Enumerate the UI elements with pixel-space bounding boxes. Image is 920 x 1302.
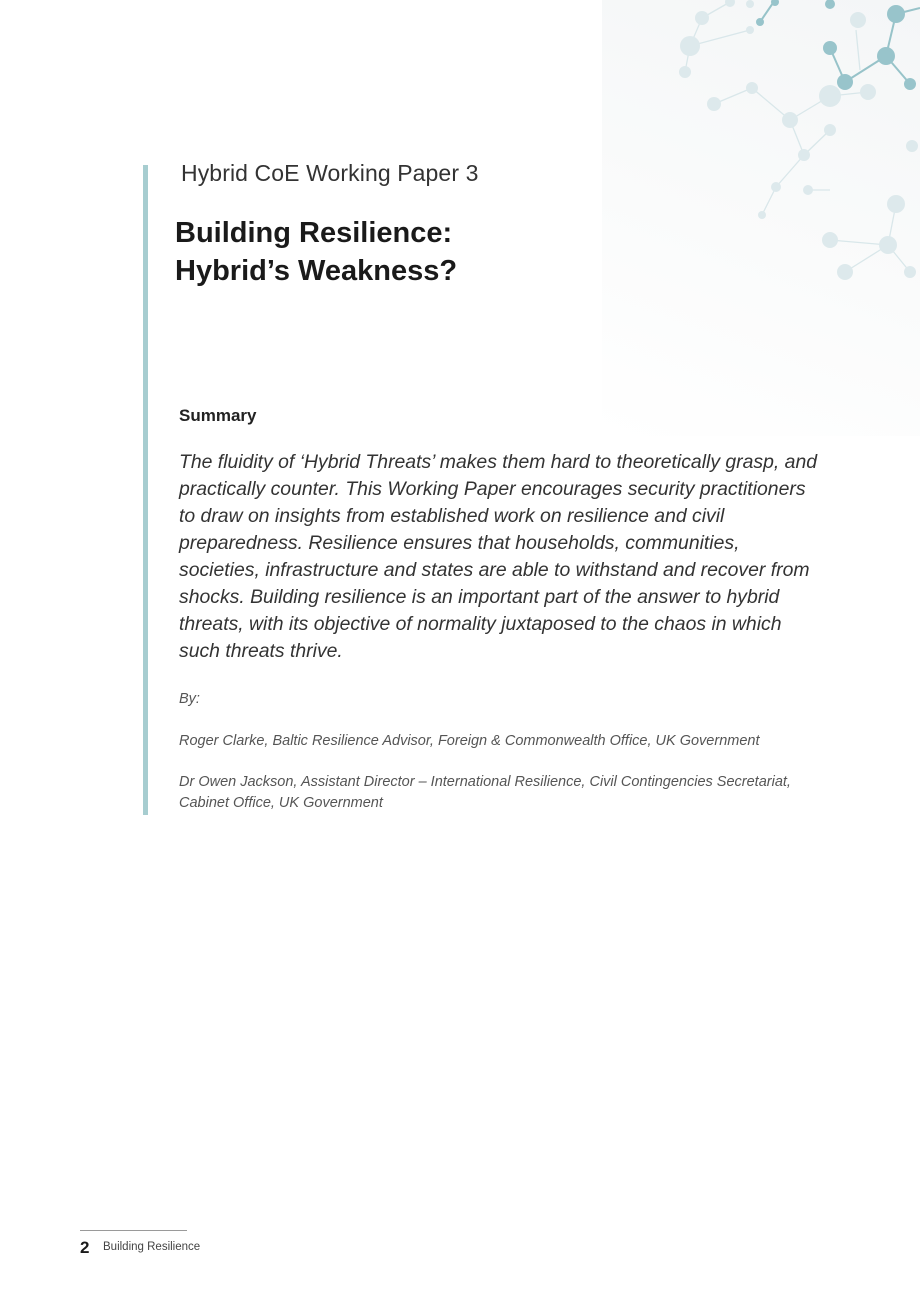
- molecule-network-decoration: [600, 0, 920, 300]
- by-label: By:: [179, 691, 200, 707]
- series-label: Hybrid CoE Working Paper 3: [181, 160, 479, 186]
- author-entry: Roger Clarke, Baltic Resilience Advisor, Foreign & Commonwealth Office, UK Government: [179, 733, 760, 749]
- title-line-2: Hybrid’s Weakness?: [175, 255, 458, 287]
- document-title: [175, 214, 457, 290]
- title-line-1: Building Resilience:: [175, 217, 453, 249]
- summary-text: The fluidity of ‘Hybrid Threats’ makes them hard to theoretically grasp, and practically counter. This Working Paper encourages security practitioners to draw on insights from established work on resilience and civil preparedness. Resilience ensures that households, communities, societies, infrastructure and states are able to withstand and recover from shocks. Building resilience is an important part of the answer to hybrid threats, with its objective of normality juxtaposed to the chaos in which such threats thrive.: [179, 451, 818, 662]
- summary-heading: Summary: [179, 406, 257, 425]
- author-entry: Dr Owen Jackson, Assistant Director – International Resilience, Civil Contingencies Secretariat, Cabinet Office, UK Government: [179, 774, 791, 811]
- page-number: 2: [80, 1238, 90, 1257]
- accent-side-bar: [143, 165, 148, 815]
- footer-running-title: Building Resilience: [103, 1241, 201, 1253]
- footer-rule: [80, 1230, 187, 1231]
